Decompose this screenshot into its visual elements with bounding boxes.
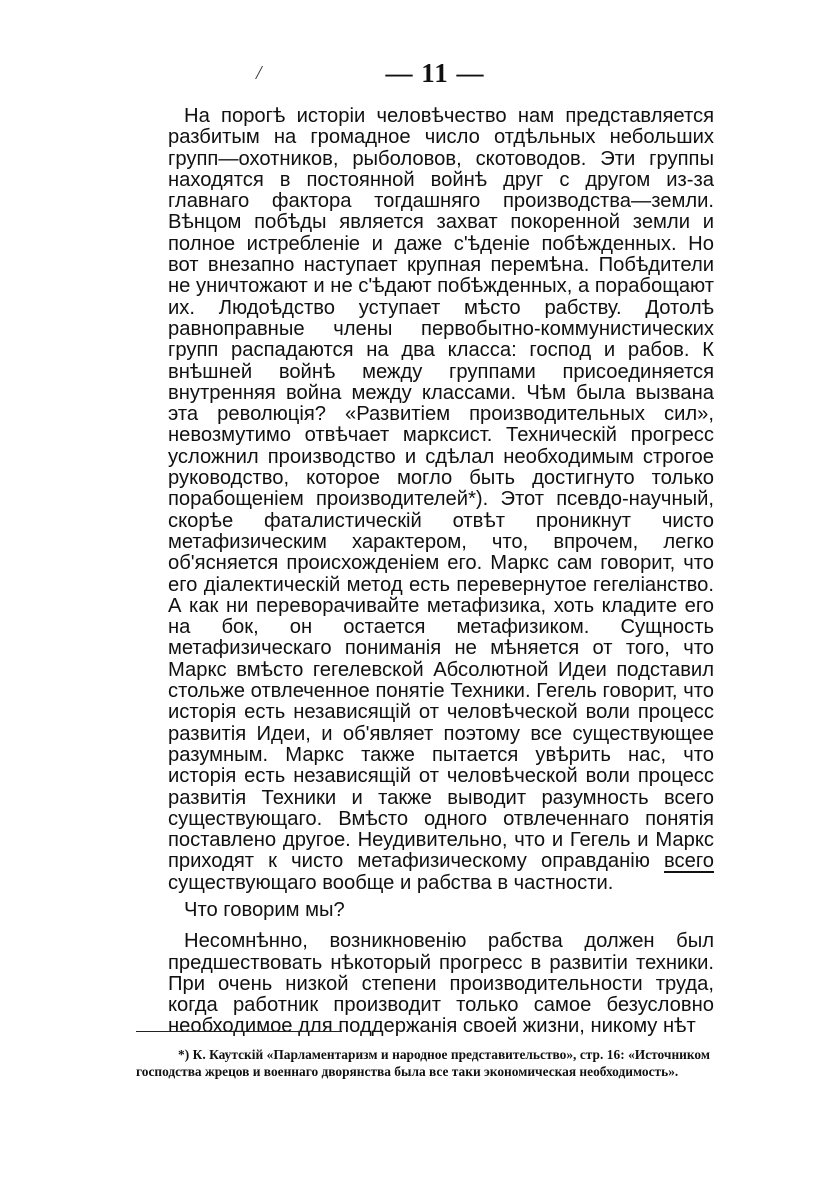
body-text	[168, 106, 714, 1038]
footnote-divider	[136, 1031, 342, 1032]
paragraph-1-text: На порогѣ исторіи человѣчество нам представляется разбитым на громадное число отдѣльных небольших групп—охотников, рыболовов, скотоводов. Эти группы находятся в постоянной войнѣ друг с другом из-за главнаго фактора тогдашняго производства—земли. Вѣнцом побѣды является захват покоренной земли и полное истребленіе и даже с'ѣденіе побѣжденных. Но вот внезапно наступает крупная перемѣна. Побѣдители не уничтожают и не с'ѣдают побѣжденных, а порабощают их. Людоѣдство уступает мѣсто рабству. Дотолѣ равноправные члены первобытно-коммунистических групп распадаются на два класса: господ и рабов. К внѣшней войнѣ между группами присоединяется внутренняя война между классами. Чѣм была вызвана эта революція? «Развитіем производительных сил», невозмутимо отвѣчает марксист. Техническій прогресс усложнил производство и сдѣлал необходимым строгое руководство, которое могло быть достигнуто только порабощеніем производителей*). Этот псевдо-научный, скорѣе фаталистическій отвѣт проникнут чисто метафизическим характером, что, впрочем, легко об'ясняется происхожденіем его. Маркс сам говорит, что его діалектическій метод есть перевернутое гегеліанство. А как ни переворачивайте метафизика, хоть кладите его на бок, он остается метафизиком. Сущность метафизическаго пониманія не мѣняется от того, что Маркс вмѣсто гегелевской Абсолютной Идеи подставил стольже отвлеченное понятіе Техники. Гегель говорит, что исторія есть независящій от человѣческой воли процесс развитія Идеи, и об'являет поэтому все существующее разумным. Маркс также пытается увѣрить нас, что исторія есть независящій от человѣческой воли процесс развитія Техники и также выводит разумность всего существующаго. Вмѣсто одного отвлеченнаго понятія поставлено другое. Неудивительно, что и Гегель и Маркс приходят к чисто метафизическому оправданію	[168, 105, 714, 873]
emphasized-word: всего	[664, 850, 714, 873]
paragraph-2: Несомнѣнно, возникновенію рабства должен был предшествовать нѣкоторый прогресс в развитіи техники. При очень низкой степени производительности труда, когда работник производит только самое безусловно необходимое для поддержанія своей жизни, никому нѣт	[168, 930, 714, 1038]
page-number: — 11 —	[385, 58, 485, 88]
question-line: Что говорим мы?	[184, 898, 345, 921]
paragraph-1	[168, 106, 714, 894]
paragraph-1-text-end: существующаго вообще и рабства в частности.	[168, 871, 614, 894]
footnote: *) К. Каутскій «Парламентаризм и народное представительство», стр. 16: «Источником господства жрецов и военнаго дворянства была все таки экономическая необходимость».	[136, 1047, 710, 1079]
stray-pencil-mark: /	[256, 62, 262, 84]
